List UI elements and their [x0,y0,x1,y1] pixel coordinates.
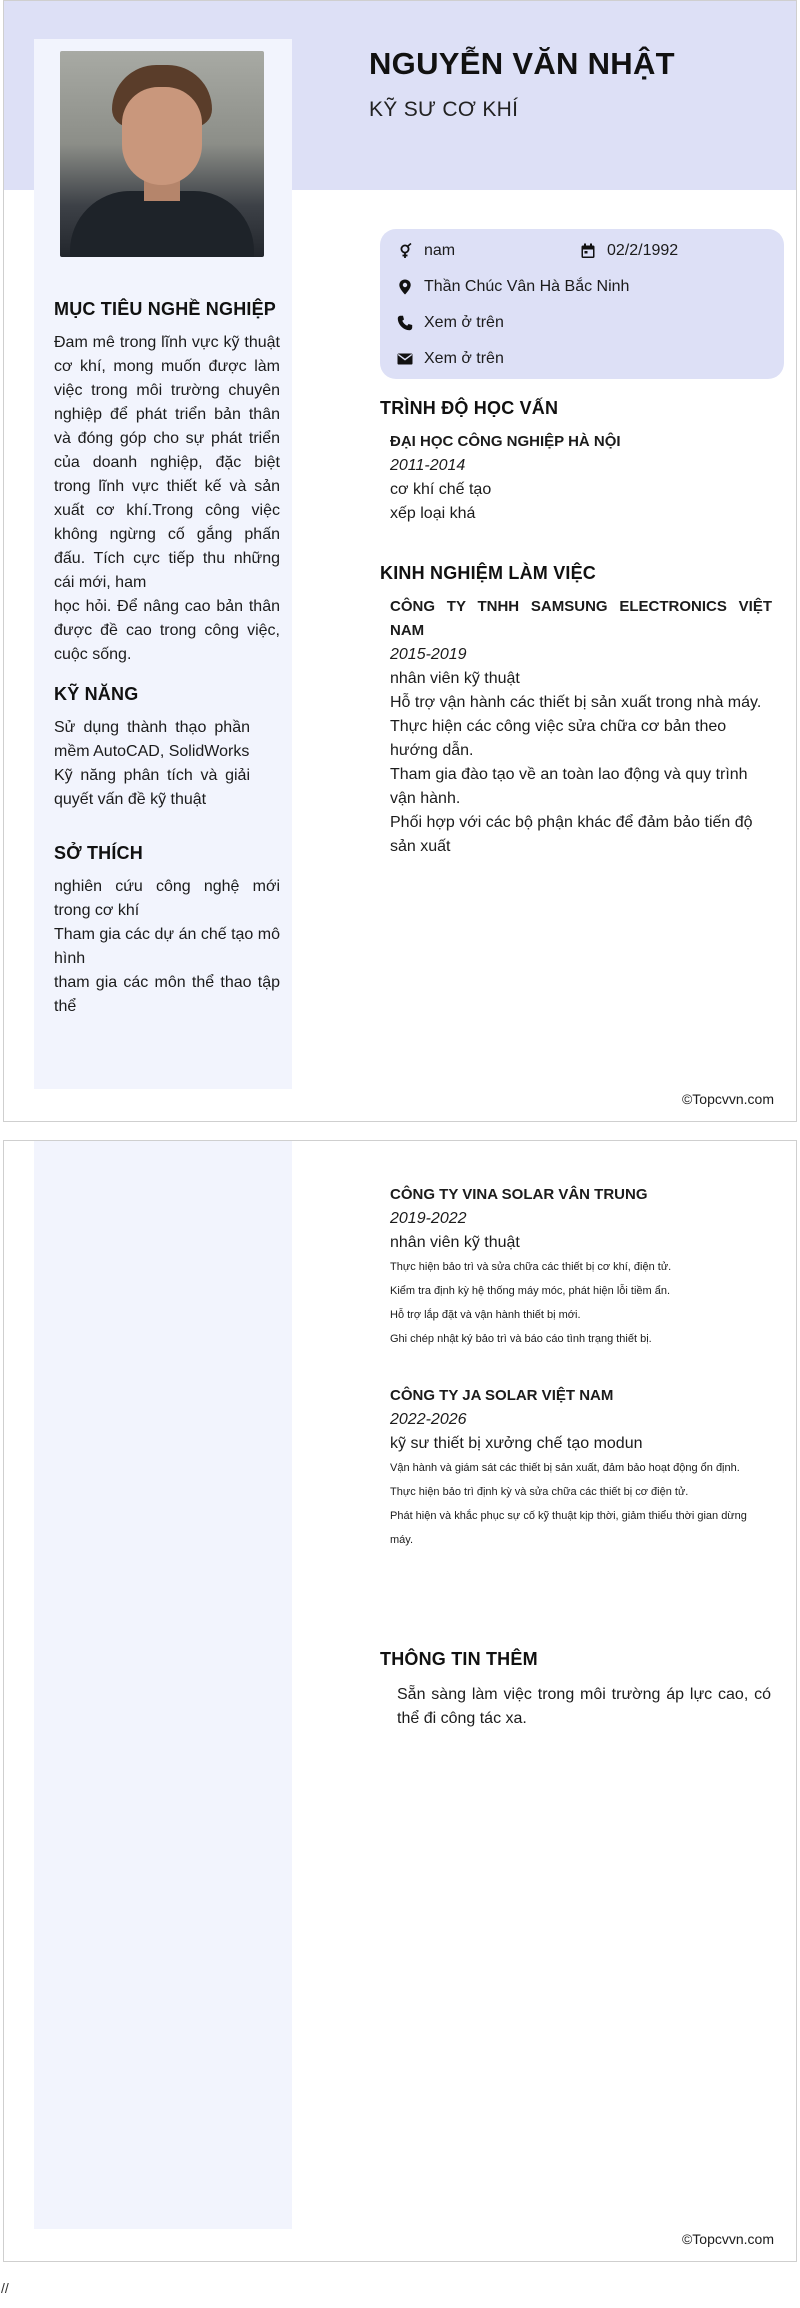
objective-paragraph-2: học hỏi. Để nâng cao bản thân được đề cao trong công việc, cuộc sống. [54,598,280,663]
company-name: CÔNG TY JA SOLAR VIỆT NAM [390,1387,614,1404]
job-duty: Vận hành và giám sát các thiết bị sản xuất, đảm bảo hoạt động ổn định. [390,1462,740,1474]
additional-info-text: Sẵn sàng làm việc trong môi trường áp lực cao, có thể đi công tác xa. [397,1686,771,1727]
left-sidebar [34,1141,292,2229]
phone-value: Xem ở trên [424,314,504,331]
cv-page-2 [3,1140,797,2262]
objective-heading: MỤC TIÊU NGHỀ NGHIỆP [54,299,277,319]
skill-item: Kỹ năng phân tích và giải quyết vấn đề kỹ thuật [54,767,250,808]
job-duty: Hỗ trợ vận hành các thiết bị sản xuất trong nhà máy. [390,694,762,711]
hobby-item: Tham gia các dự án chế tạo mô hình [54,926,280,967]
job-duty: Kiểm tra định kỳ hệ thống máy móc, phát hiện lỗi tiềm ẩn. [390,1285,671,1297]
job-position: nhân viên kỹ thuật [390,1234,520,1251]
birthday-value: 02/2/1992 [607,242,679,259]
watermark-footer: ©Topcvvn.com [681,1091,774,1107]
job-duty: Thực hiện các công việc sửa chữa cơ bản theo hướng dẫn. [390,718,727,759]
candidate-title: KỸ SƯ CƠ KHÍ [369,98,519,121]
experience-entry [390,1183,772,1255]
profile-photo [60,51,264,257]
calendar-icon [580,243,596,259]
objective-text [54,331,280,667]
phone-row [397,314,504,332]
email-value: Xem ở trên [424,350,504,367]
gender-icon [397,243,413,259]
job-duty: Phát hiện và khắc phục sự cố kỹ thuật kịp thời, giảm thiểu thời gian dừng máy. [390,1510,747,1546]
job-position: kỹ sư thiết bị xưởng chế tạo modun [390,1435,643,1452]
job-duties [390,1456,772,1552]
job-years: 2022-2026 [390,1411,467,1428]
job-duties [390,1255,772,1351]
job-duty: Ghi chép nhật ký bảo trì và báo cáo tình trạng thiết bị. [390,1333,652,1345]
gender-row [397,242,455,260]
watermark-footer: ©Topcvvn.com [681,2231,774,2247]
job-duty: Phối hợp với các bộ phận khác để đảm bảo tiến độ sản xuất [390,814,753,855]
hobby-item: nghiên cứu công nghệ mới trong cơ khí [54,878,280,919]
education-grade: xếp loại khá [390,505,476,522]
experience-entry [390,1384,772,1456]
skill-item: Sử dụng thành thạo phần mềm AutoCAD, SolidWorks [54,719,250,760]
job-duty: Thực hiện bảo trì định kỳ và sửa chữa các thiết bị cơ điện tử. [390,1486,689,1498]
address-row [397,278,629,296]
company-name: CÔNG TY VINA SOLAR VÂN TRUNG [390,1186,648,1203]
education-heading: TRÌNH ĐỘ HỌC VẤN [380,398,559,418]
gender-value: nam [424,242,456,259]
skills-list [54,716,250,812]
job-position: nhân viên kỹ thuật [390,670,520,687]
hobbies-heading: SỞ THÍCH [54,843,143,863]
experience-heading: KINH NGHIỆM LÀM VIỆC [380,563,597,583]
education-years: 2011-2014 [390,457,466,474]
skills-heading: KỸ NĂNG [54,684,139,704]
birthday-row [580,242,678,260]
job-years: 2015-2019 [390,646,467,663]
experience-entry [390,595,772,859]
job-duty: Hỗ trợ lắp đặt và vận hành thiết bị mới. [390,1309,581,1321]
phone-icon [397,315,413,331]
contact-info-box [380,229,784,379]
education-major: cơ khí chế tạo [390,481,492,498]
candidate-name: NGUYỄN VĂN NHẬT [369,46,675,81]
location-pin-icon [397,279,413,295]
job-duty: Tham gia đào tạo về an toàn lao động và quy trình vận hành. [390,766,748,807]
job-years: 2019-2022 [390,1210,467,1227]
email-row [397,350,504,368]
school-name: ĐẠI HỌC CÔNG NGHIỆP HÀ NỘI [390,433,621,450]
stray-text: // [1,2280,9,2296]
hobbies-list [54,875,280,1019]
envelope-icon [397,351,413,367]
address-value: Thần Chúc Vân Hà Bắc Ninh [424,278,630,295]
cv-page-1 [3,0,797,1122]
additional-info-heading: THÔNG TIN THÊM [380,1649,538,1669]
objective-paragraph-1: Đam mê trong lĩnh vực kỹ thuật cơ khí, mong muốn được làm việc trong môi trường chuyên nghiệp để phát triển bản thân và đóng góp cho sự phát triển của doanh nghiệp, đặc biệt trong lĩnh vực thiết kế và sản xuất cơ khí.Trong công việc không ngừng cố gắng phấn đấu. Tích cực tiếp thu những cái mới, ham [54,334,280,591]
job-duty: Thực hiện bảo trì và sửa chữa các thiết bị cơ khí, điện tử. [390,1261,672,1273]
education-entry [390,430,782,526]
company-name: CÔNG TY TNHH SAMSUNG ELECTRONICS VIỆT NAM [390,598,772,639]
hobby-item: tham gia các môn thể thao tập thể [54,974,280,1015]
